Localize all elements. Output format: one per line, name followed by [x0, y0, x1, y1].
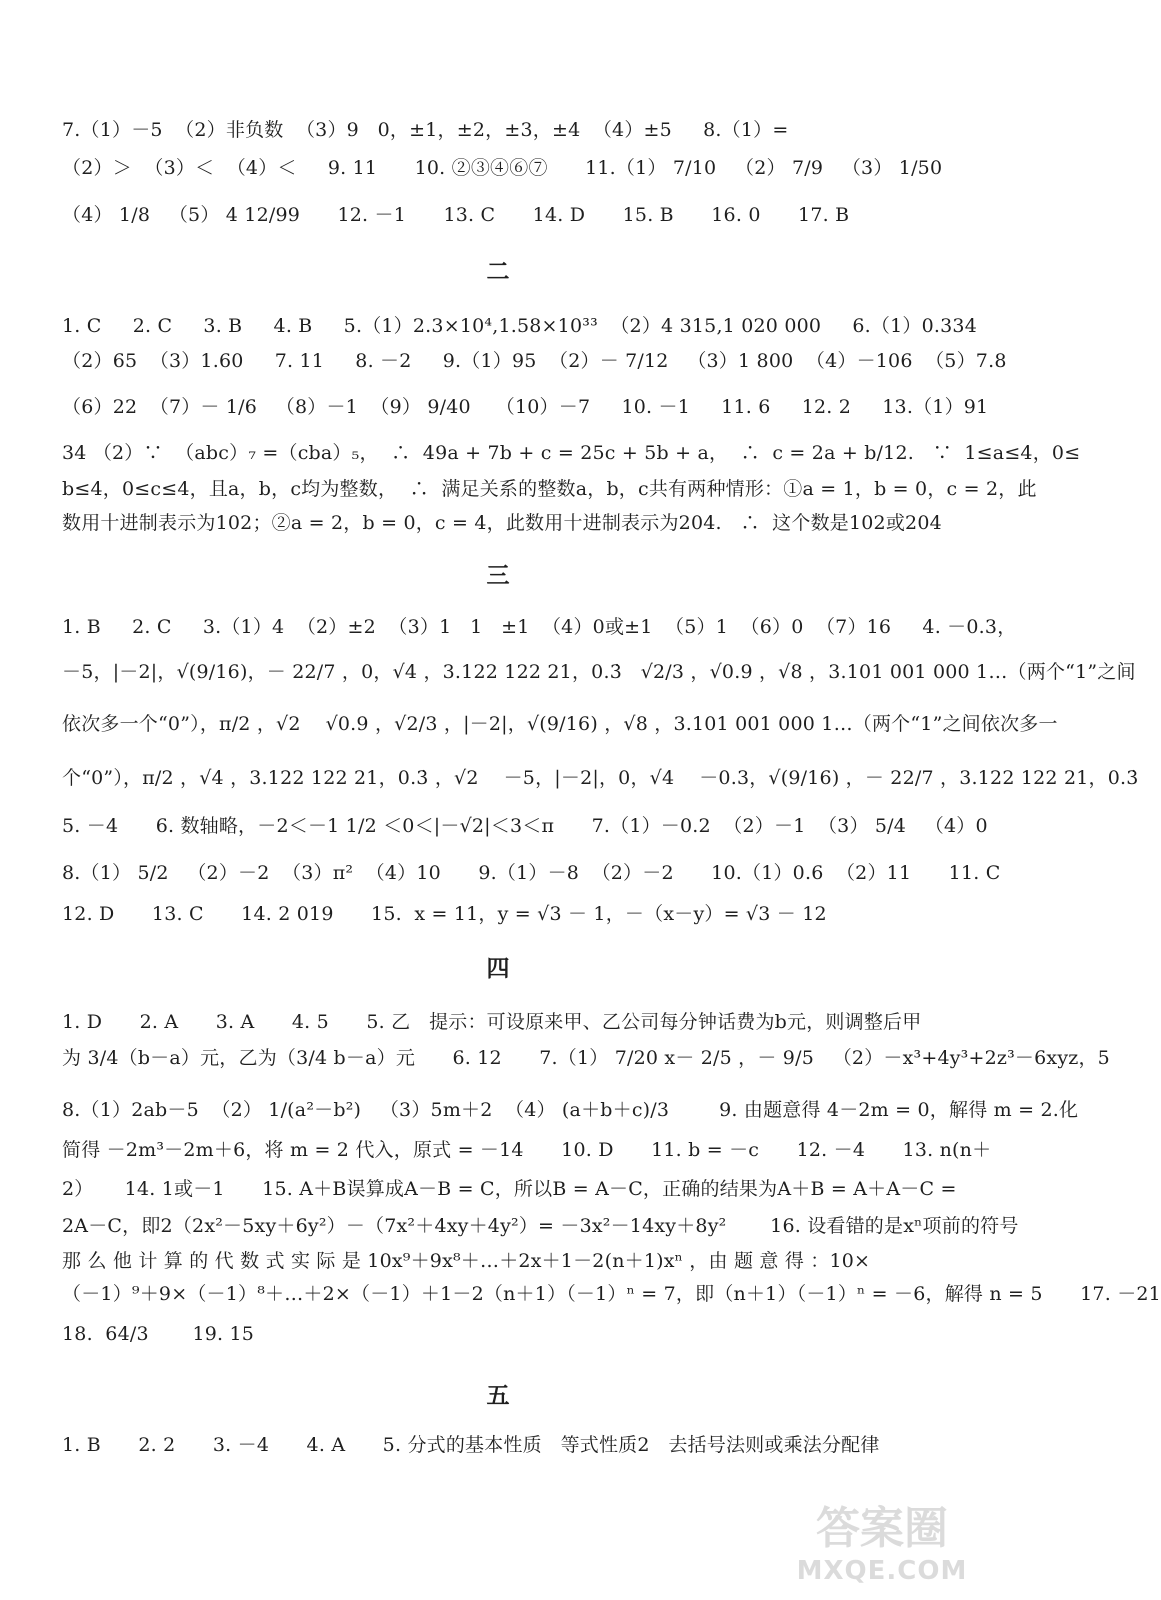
answer-line: 那 么 他 计 算 的 代 数 式 实 际 是 10x⁹＋9x⁸＋…＋2x＋1－2(n＋1)xⁿ ，由 题 意 得 ：10×	[62, 1250, 871, 1272]
answer-line: 2A－C，即2（2x²－5xy＋6y²）－（7x²＋4xy＋4y²）= －3x²－14xy＋8y² 16. 设看错的是xⁿ项前的符号	[62, 1215, 1019, 1237]
answer-line: 1. B 2. 2 3. －4 4. A 5. 分式的基本性质 等式性质2 去括号法则或乘法分配律	[62, 1434, 880, 1456]
answer-line: 8.（1） 5/2 （2）－2 （3）π² （4）10 9.（1）－8 （2）－2 10.（1）0.6 （2）11 11. C	[62, 862, 1001, 884]
section-heading-4: 四	[486, 955, 510, 982]
answer-line: 1. C 2. C 3. B 4. B 5.（1）2.3×10⁴,1.58×10³³ （2）4 315,1 020 000 6.（1）0.334	[62, 315, 977, 337]
watermark-text: 答案圈	[816, 1503, 948, 1554]
answer-line: 个“0”），π/2 ，√4 ，3.122 122 21，0.3̇ ，√2 －5，|－2|，0，√4 －0.3，√(9/16) ，－ 22/7 ，3.122 122 21，0.3̇	[62, 767, 1139, 789]
section-heading-3: 三	[486, 562, 510, 589]
answer-line: 简得 －2m³－2m＋6，将 m = 2 代入，原式 = －14 10. D 11. b = －c 12. －4 13. n(n＋	[62, 1139, 992, 1161]
answer-line: 数用十进制表示为102；②a = 2，b = 0，c = 4，此数用十进制表示为204. ∴ 这个数是102或204	[62, 512, 942, 534]
watermark-logo	[782, 1504, 982, 1594]
answer-line: 依次多一个“0”），π/2 ，√2 √0.9 ，√2/3 ，|－2|，√(9/16) ，√8 ，3.101 001 000 1…（两个“1”之间依次多一	[62, 713, 1058, 735]
watermark-url: MXQE.COM	[796, 1556, 968, 1586]
answer-line: 1. B 2. C 3.（1）4 （2）±2 （3）1 1 ±1 （4）0或±1 （5）1 （6）0 （7）16 4. －0.3，	[62, 616, 1017, 638]
answer-line: b≤4，0≤c≤4，且a，b，c均为整数， ∴ 满足关系的整数a，b，c共有两种情形：①a = 1，b = 0，c = 2，此	[62, 478, 1037, 500]
answer-line: 2） 14. 1或－1 15. A＋B误算成A－B = C，所以B = A－C，正确的结果为A＋B = A＋A－C =	[62, 1178, 957, 1200]
answer-line: 34 （2）∵ （abc）₇ =（cba）₅， ∴ 49a + 7b + c = 25c + 5b + a， ∴ c = 2a + b/12. ∵ 1≤a≤4，0≤	[62, 442, 1081, 464]
answer-line: （－1）⁹＋9×（－1）⁸＋…＋2×（－1）＋1－2（n＋1）（－1）ⁿ = 7，即（n＋1）（－1）ⁿ = －6，解得 n = 5 17. －21	[62, 1283, 1161, 1305]
answer-line: 为 3/4（b－a）元，乙为（3/4 b－a）元 6. 12 7.（1） 7/20 x－ 2/5 ，－ 9/5 （2）－x³+4y³+2z³－6xyz，5	[62, 1047, 1110, 1069]
answer-line: 7.（1）－5 （2）非负数 （3）9 0，±1，±2，±3，±4 （4）±5 8.（1）=	[62, 119, 789, 141]
answer-line: （2）65 （3）1.60 7. 11 8. －2 9.（1）95 （2）－ 7/12 （3）1 800 （4）－106 （5）7.8	[62, 350, 1007, 372]
answer-line: 12. D 13. C 14. 2 019 15. x = 11，y = √3 － 1，－（x－y）= √3 － 12	[62, 903, 827, 925]
answer-line: （6）22 （7）－ 1/6 （8）－1 （9） 9/40 （10）－7 10. －1 11. 6 12. 2 13.（1）91	[62, 396, 989, 418]
answer-line: 5. －4 6. 数轴略，－2＜－1 1/2 ＜0＜|－√2|＜3＜π 7.（1）－0.2 （2）－1 （3） 5/4 （4）0	[62, 815, 988, 837]
answer-line: 1. D 2. A 3. A 4. 5 5. 乙 提示：可设原来甲、乙公司每分钟话费为b元，则调整后甲	[62, 1011, 922, 1033]
answer-line: －5，|－2|，√(9/16)，－ 22/7 ，0，√4 ，3.122 122 21，0.3̇ √2/3 ，√0.9 ，√8 ，3.101 001 000 1…（两个“1”之间	[62, 661, 1136, 683]
answer-line: （4） 1/8 （5） 4 12/99 12. －1 13. C 14. D 15. B 16. 0 17. B	[62, 204, 850, 226]
section-heading-2: 二	[486, 258, 510, 285]
section-heading-5: 五	[486, 1382, 510, 1409]
answer-line: 18. 64/3 19. 15	[62, 1323, 255, 1345]
answer-line: （2）＞ （3）＜ （4）＜ 9. 11 10. ②③④⑥⑦ 11.（1） 7/10 （2） 7/9 （3） 1/50	[62, 157, 943, 179]
answer-line: 8.（1）2ab－5 （2） 1/(a²－b²) （3）5m＋2 （4） (a＋b＋c)/3 9. 由题意得 4－2m = 0，解得 m = 2.化	[62, 1099, 1079, 1121]
